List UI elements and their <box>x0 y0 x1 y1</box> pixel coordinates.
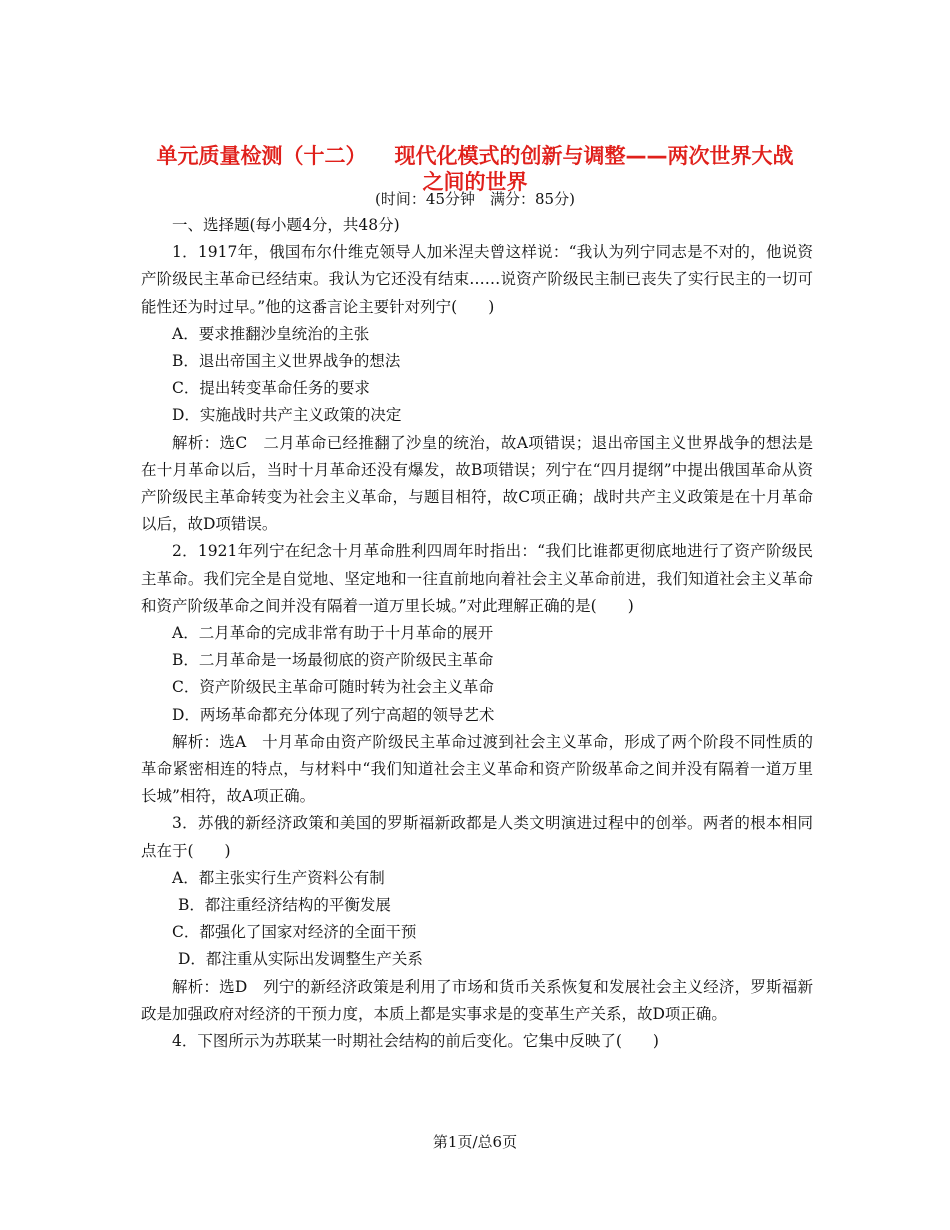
question-1-option-b: B．退出帝国主义世界战争的想法 <box>172 352 401 371</box>
section-heading: 一、选择题(每小题4分，共48分) <box>172 216 400 234</box>
page-title <box>120 143 830 195</box>
title-line-2: 之间的世界 <box>422 170 528 194</box>
exam-time-info: (时间：45分钟 满分：85分) <box>375 190 575 208</box>
exam-body <box>141 212 813 1055</box>
question-1-option-a: A．要求推翻沙皇统治的主张 <box>172 324 370 343</box>
title-part-b: 现代化模式的创新与调整——两次世界大战 <box>394 144 794 168</box>
page-footer: 第1页/总6页 <box>432 1133 518 1151</box>
question-3-option-c: C．都强化了国家对经济的全面干预 <box>172 923 417 942</box>
question-2-option-c: C．资产阶级民主革命可随时转为社会主义革命 <box>172 678 494 697</box>
question-2-stem: 2．1921年列宁在纪念十月革命胜利四周年时指出：“我们比谁都更彻底地进行了资产阶级民主革命。我们完全是自觉地、坚定地和一往直前地向着社会主义革命前进，我们知道社会主义革命和资产阶级革命之间并没有隔着一道万里长城。”对此理解正确的是( ) <box>141 542 813 615</box>
title-part-a: 单元质量检测（十二） <box>156 144 367 168</box>
question-1-analysis: 解析：选C 二月革命已经推翻了沙皇的统治，故A项错误；退出帝国主义世界战争的想法是在十月革命以后，当时十月革命还没有爆发，故B项错误；列宁在“四月提纲”中提出俄国革命从资产阶级民主革命转变为社会主义革命，与题目相符，故C项正确；战时共产主义政策是在十月革命以后，故D项错误。 <box>141 433 813 534</box>
question-2-analysis: 解析：选A 十月革命由资产阶级民主革命过渡到社会主义革命，形成了两个阶段不同性质的革命紧密相连的特点，与材料中“我们知道社会主义革命和资产阶级革命之间并没有隔着一道万里长城”相符，故A项正确。 <box>141 732 813 806</box>
question-1-option-c: C．提出转变革命任务的要求 <box>172 379 370 398</box>
question-3-stem: 3．苏俄的新经济政策和美国的罗斯福新政都是人类文明演进过程中的创举。两者的根本相同点在于( ) <box>141 814 813 860</box>
question-2-option-d: D．两场革命都充分体现了列宁高超的领导艺术 <box>172 705 495 724</box>
question-3-option-b: B．都注重经济结构的平衡发展 <box>178 896 391 915</box>
title-line-1 <box>120 143 830 169</box>
question-3-option-d: D．都注重从实际出发调整生产关系 <box>178 950 423 969</box>
question-2-option-a: A．二月革命的完成非常有助于十月革命的展开 <box>172 624 494 643</box>
question-4-stem: 4．下图所示为苏联某一时期社会结构的前后变化。它集中反映了( ) <box>172 1032 659 1051</box>
question-3-option-a: A．都主张实行生产资料公有制 <box>172 868 385 887</box>
question-1-stem: 1．1917年，俄国布尔什维克领导人加米涅夫曾这样说：“我认为列宁同志是不对的，他说资产阶级民主革命已经结束。我认为它还没有结束……说资产阶级民主制已丧失了实行民主的一切可能性还为时过早。”他的这番言论主要针对列宁( ) <box>141 243 813 316</box>
question-1-option-d: D．实施战时共产主义政策的决定 <box>172 406 402 425</box>
question-2-option-b: B．二月革命是一场最彻底的资产阶级民主革命 <box>172 651 494 670</box>
question-3-analysis: 解析：选D 列宁的新经济政策是利用了市场和货币关系恢复和发展社会主义经济，罗斯福新政是加强政府对经济的干预力度，本质上都是实事求是的变革生产关系，故D项正确。 <box>141 977 813 1023</box>
